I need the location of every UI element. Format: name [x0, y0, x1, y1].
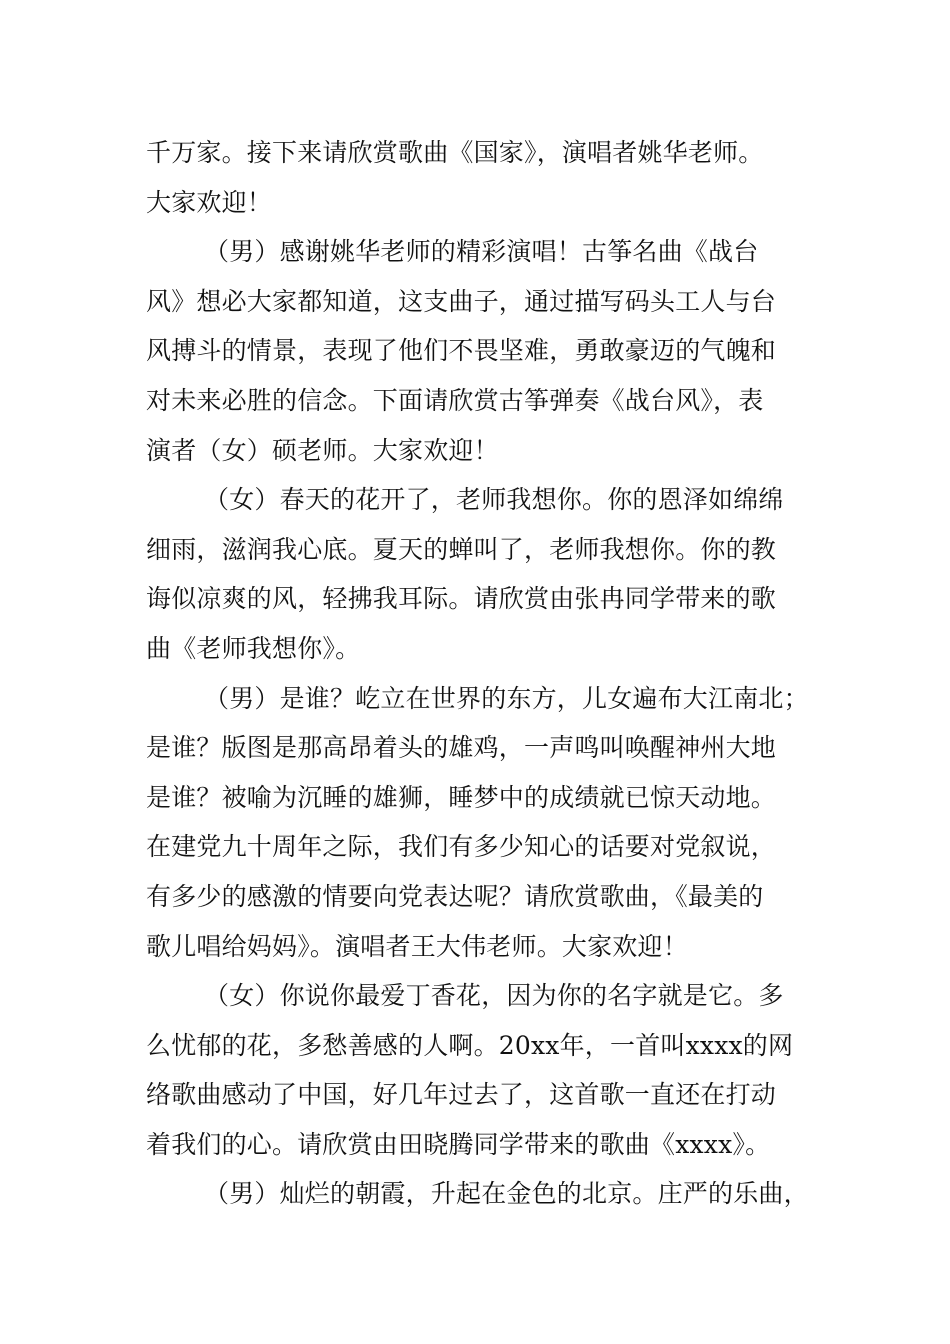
paragraph-start-line: （男）感谢姚华老师的精彩演唱！古筝名曲《战台 — [204, 237, 759, 267]
paragraph-start-line: （男）灿烂的朝霞，升起在金色的北京。庄严的乐曲， — [204, 1179, 809, 1209]
text-line: 有多少的感激的情要向党表达呢？请欣赏歌曲，《最美的 — [146, 881, 764, 911]
text-line: 大家欢迎！ — [146, 187, 273, 217]
paragraph-start-line: （男）是谁？屹立在世界的东方，儿女遍布大江南北； — [204, 683, 809, 713]
text-line: 细雨，滋润我心底。夏天的蝉叫了，老师我想你。你的教 — [146, 534, 777, 564]
text-line: 着我们的心。请欣赏由田晓腾同学带来的歌曲《xxxx》。 — [146, 1129, 771, 1159]
text-line: 么忧郁的花，多愁善感的人啊。20xx年，一首叫xxxx的网 — [146, 1030, 794, 1060]
text-line: 歌儿唱给妈妈》。演唱者王大伟老师。大家欢迎！ — [146, 931, 688, 961]
body-text — [146, 128, 836, 1219]
paragraph-start-line: （女）春天的花开了，老师我想你。你的恩泽如绵绵 — [204, 485, 784, 515]
text-line: 是谁？版图是那高昂着头的雄鸡，一声鸣叫唤醒神州大地 — [146, 733, 777, 763]
paragraph-start-line: （女）你说你最爱丁香花，因为你的名字就是它。多 — [204, 981, 784, 1011]
text-line: 风》想必大家都知道，这支曲子，通过描写码头工人与台 — [146, 286, 777, 316]
text-line: 演者（女）硕老师。大家欢迎！ — [146, 435, 499, 465]
text-line: 在建党九十周年之际，我们有多少知心的话要对党叙说， — [146, 832, 777, 862]
text-line: 千万家。接下来请欣赏歌曲《国家》，演唱者姚华老师。 — [146, 138, 764, 167]
text-line: 曲《老师我想你》。 — [146, 633, 361, 663]
text-line: 诲似凉爽的风，轻拂我耳际。请欣赏由张冉同学带来的歌 — [146, 584, 777, 614]
text-line: 络歌曲感动了中国，好几年过去了，这首歌一直还在打动 — [146, 1080, 777, 1110]
text-line: 对未来必胜的信念。下面请欣赏古筝弹奏《战台风》，表 — [146, 385, 764, 415]
text-line: 是谁？被喻为沉睡的雄狮，睡梦中的成绩就已惊天动地。 — [146, 782, 777, 812]
text-line: 风搏斗的情景，表现了他们不畏坚难，勇敢豪迈的气魄和 — [146, 336, 777, 366]
